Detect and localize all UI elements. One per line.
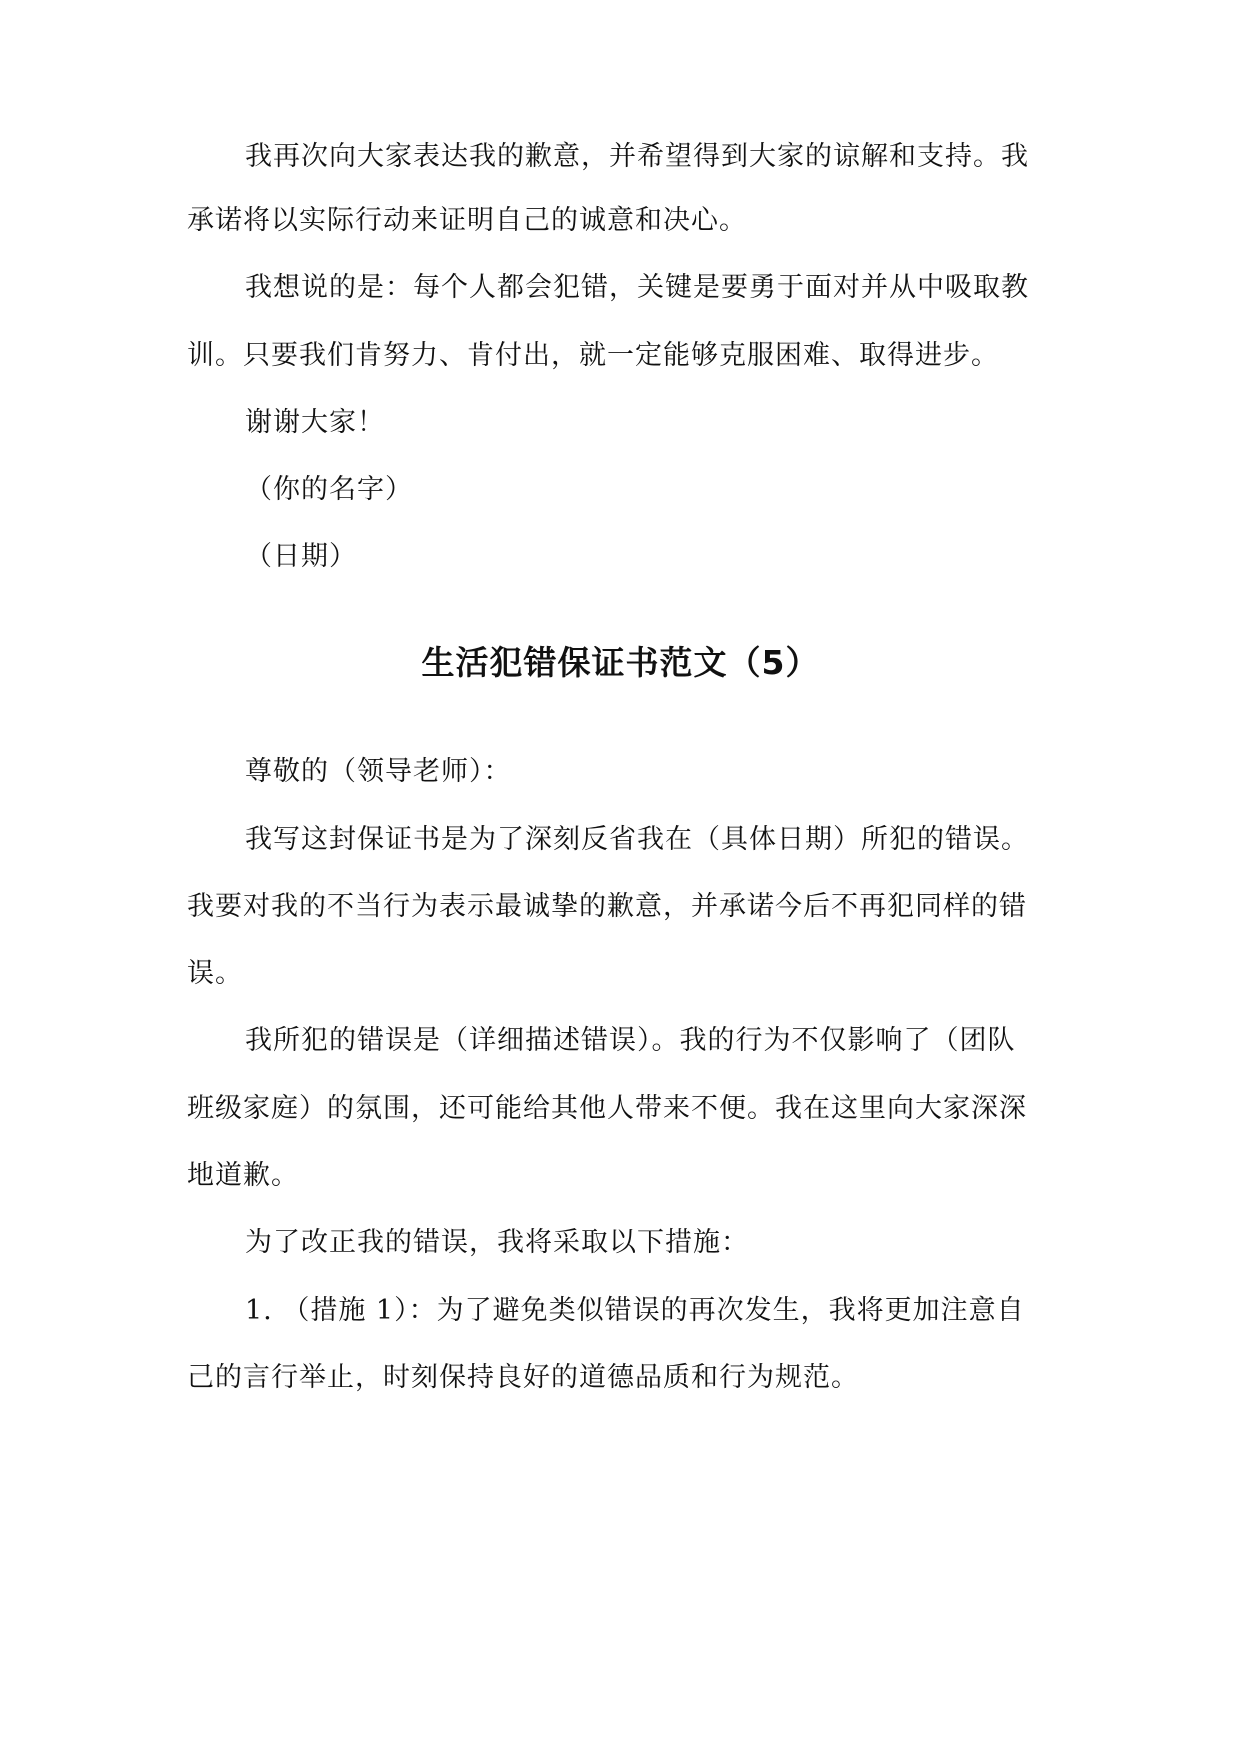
- measure-1-line-1: 1. （措施 1）：为了避免类似错误的再次发生，我将更加注意自: [245, 1295, 1025, 1326]
- paragraph-mistake-line-3: 地道歉。: [187, 1160, 299, 1191]
- paragraph-lesson-line-1: 我想说的是：每个人都会犯错，关键是要勇于面对并从中吸取教: [245, 272, 1029, 303]
- signature-name: （你的名字）: [245, 474, 413, 505]
- signature-date: （日期）: [245, 541, 357, 572]
- paragraph-mistake-line-1: 我所犯的错误是（详细描述错误）。我的行为不仅影响了（团队: [245, 1025, 1016, 1056]
- paragraph-reflection-line-1: 我写这封保证书是为了深刻反省我在（具体日期）所犯的错误。: [245, 824, 1029, 855]
- thanks-line: 谢谢大家！: [245, 407, 385, 438]
- measure-1-line-2: 己的言行举止，时刻保持良好的道德品质和行为规范。: [187, 1362, 859, 1393]
- paragraph-lesson-line-2: 训。只要我们肯努力、肯付出，就一定能够克服困难、取得进步。: [187, 340, 999, 371]
- paragraph-mistake-line-2: 班级家庭）的氛围，还可能给其他人带来不便。我在这里向大家深深: [187, 1093, 1027, 1124]
- section-title: 生活犯错保证书范文（5）: [421, 643, 820, 682]
- paragraph-reflection-line-3: 误。: [187, 958, 243, 989]
- paragraph-apology-line-1: 我再次向大家表达我的歉意，并希望得到大家的谅解和支持。我: [245, 141, 1029, 172]
- salutation: 尊敬的（领导老师）：: [245, 756, 512, 787]
- paragraph-apology-line-2: 承诺将以实际行动来证明自己的诚意和决心。: [187, 205, 747, 236]
- paragraph-measures-intro: 为了改正我的错误，我将采取以下措施：: [245, 1227, 749, 1258]
- paragraph-reflection-line-2: 我要对我的不当行为表示最诚挚的歉意，并承诺今后不再犯同样的错: [187, 891, 1027, 922]
